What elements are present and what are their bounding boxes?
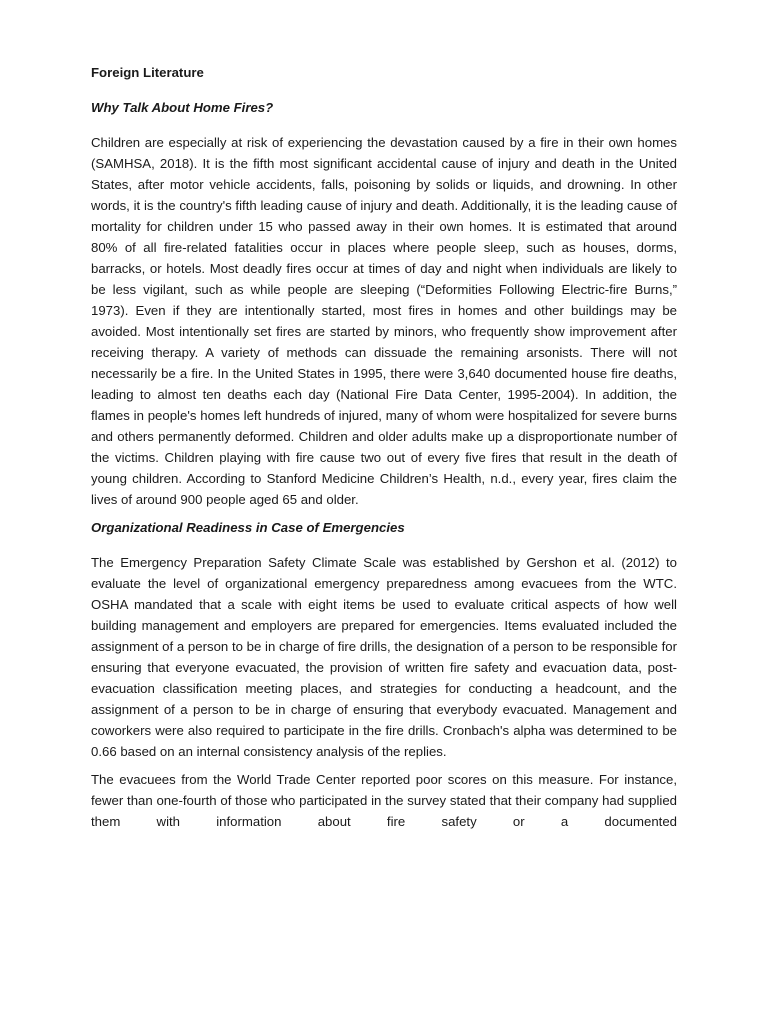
- subsection-title-home-fires: Why Talk About Home Fires?: [91, 100, 274, 115]
- paragraph-emergency-scale: The Emergency Preparation Safety Climate Scale was established by Gershon et al. (2012) to evaluate the level of organizational emergency preparedness among evacuees from the WTC. OSHA mandated that a scale with eight items be used to evaluate critical aspects of how well building management and employers are prepared for emergencies. Items evaluated included the assignment of a person to be in charge of fire drills, the designation of a person to be responsible for ensuring that everyone evacuated, the provision of written fire safety and evacuation data, post-evacuation classification meeting places, and strategies for conducting a headcount, and the assignment of a person to be in charge of ensuring that everybody evacuated. Management and coworkers were also required to participate in the fire drills. Cronbach's alpha was determined to be 0.66 based on an internal consistency analysis of the replies.: [91, 555, 677, 759]
- section-title: Foreign Literature: [91, 65, 204, 80]
- paragraph-home-fires: Children are especially at risk of experiencing the devastation caused by a fire in their own homes (SAMHSA, 2018). It is the fifth most significant accidental cause of injury and death in the United States, after motor vehicle accidents, falls, poisoning by solids or liquids, and drowning. In other words, it is the country's fifth leading cause of injury and death. Additionally, it is the leading cause of mortality for children under 15 who passed away in their own homes. It is estimated that around 80% of all fire-related fatalities occur in places where people sleep, such as houses, dorms, barracks, or hotels. Most deadly fires occur at times of day and night when individuals are likely to be less vigilant, such as while people are sleeping (“Deformities Following Electric-fire Burns,” 1973). Even if they are intentionally started, most fires in homes and other buildings may be avoided. Most intentionally set fires are started by minors, who frequently show improvement after receiving therapy. A variety of methods can dissuade the remaining arsonists. There will not necessarily be a fire. In the United States in 1995, there were 3,640 documented house fire deaths, leading to almost ten deaths each day (National Fire Data Center, 1995-2004). In addition, the flames in people's homes left hundreds of injured, many of whom were hospitalized for severe burns and others permanently deformed. Children and older adults make up a disproportionate number of the victims. Children playing with fire cause two out of every five fires that result in the death of young children. According to Stanford Medicine Children’s Health, n.d., every year, fires claim the lives of around 900 people aged 65 and older.: [91, 135, 677, 507]
- paragraph-wtc-evacuees: The evacuees from the World Trade Center reported poor scores on this measure. For instance, fewer than one-fourth of those who participated in the survey stated that their company had supplied them with information about fire safety or a documented: [91, 772, 677, 829]
- document-page: [91, 62, 677, 839]
- subsection-title-organizational-readiness: Organizational Readiness in Case of Emergencies: [91, 520, 405, 535]
